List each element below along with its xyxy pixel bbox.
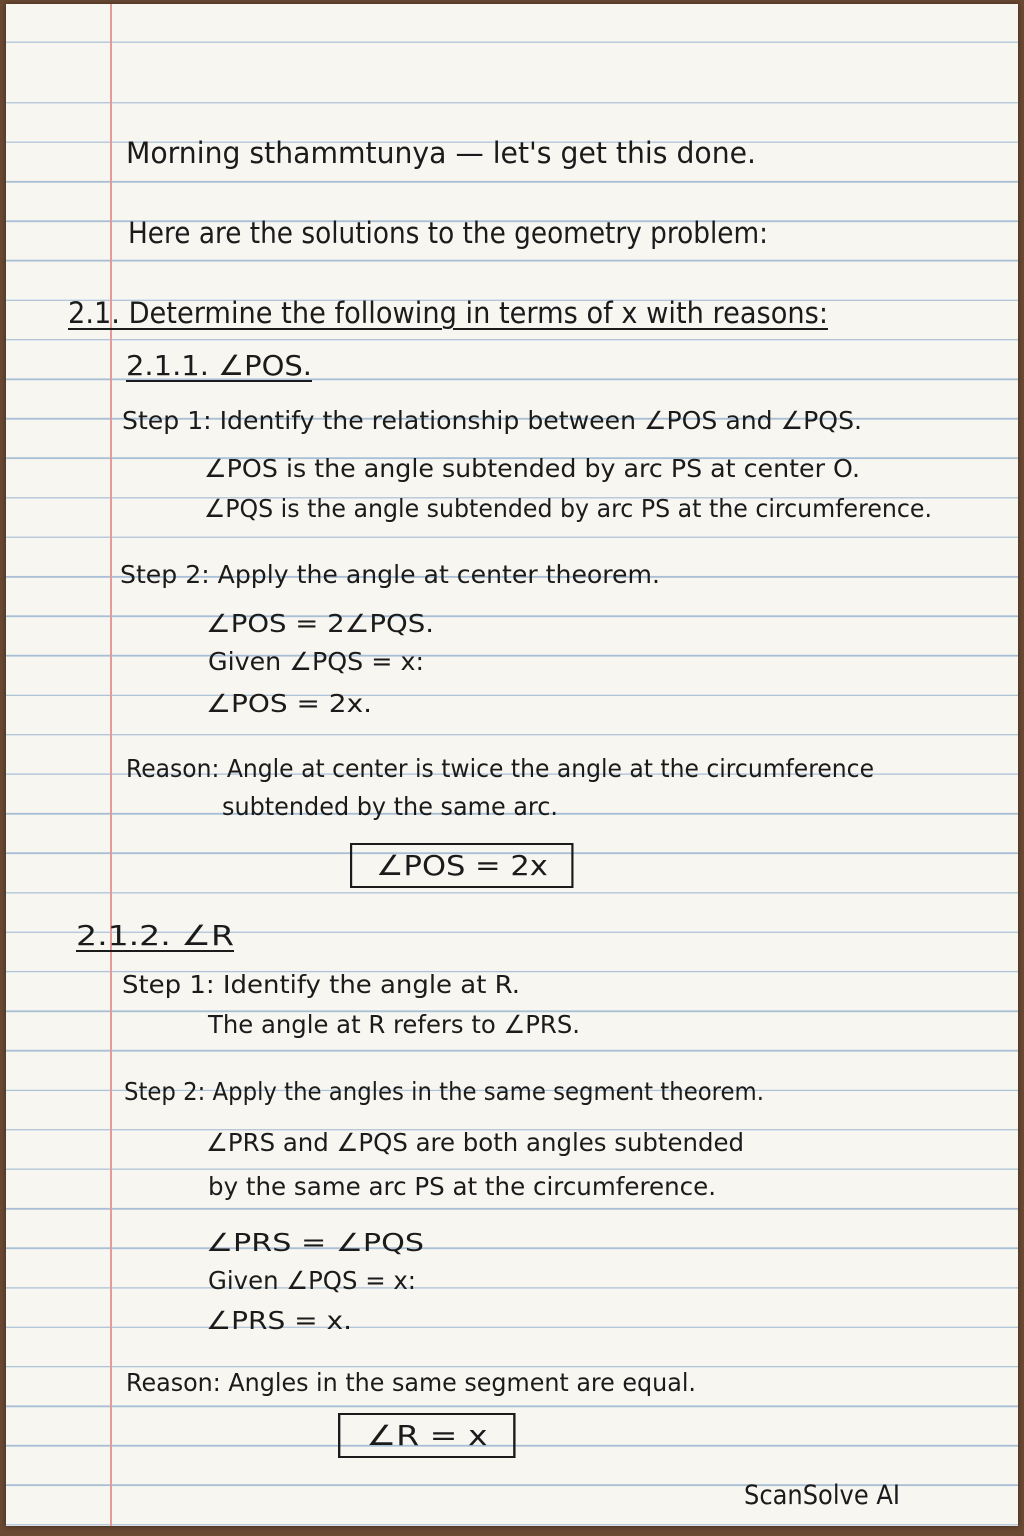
equation-line: ∠POS = 2∠PQS. [206,609,434,638]
section-heading-2-1: 2.1. Determine the following in terms of x with reasons: [68,296,828,330]
step-2-title: Step 2: Apply the angles in the same segment theorem. [124,1077,764,1106]
notebook-page [6,4,1018,1526]
step-1-title: Step 1: Identify the relationship between ∠POS and ∠PQS. [122,406,862,435]
subsection-heading-2-1-1: 2.1.1. ∠POS. [126,349,312,382]
step-2-line: ∠PRS and ∠PQS are both angles subtended [206,1128,744,1157]
reason-text: subtended by the same arc. [222,792,558,821]
reason-text: Reason: Angle at center is twice the angle at the circumference [126,754,874,783]
step-1-line: The angle at R refers to ∠PRS. [208,1010,580,1039]
step-1-line: ∠POS is the angle subtended by arc PS at center O. [204,454,860,483]
step-1-title: Step 1: Identify the angle at R. [122,970,520,999]
intro-text: Here are the solutions to the geometry problem: [128,216,768,250]
subsection-heading-2-1-2: 2.1.2. ∠R [76,919,234,952]
equation-line: ∠PRS = x. [206,1306,352,1335]
equation-line: ∠PRS = ∠PQS [206,1228,424,1257]
step-2-line: by the same arc PS at the circumference. [208,1172,716,1201]
step-2-title: Step 2: Apply the angle at center theorem. [120,560,660,589]
margin-line [110,4,112,1526]
answer-box: ∠R = x [338,1413,516,1458]
equation-line: Given ∠PQS = x: [208,1266,416,1295]
equation-line: ∠POS = 2x. [206,689,372,718]
equation-line: Given ∠PQS = x: [208,647,424,676]
reason-text: Reason: Angles in the same segment are equal. [126,1368,696,1397]
greeting: Morning sthammtunya — let's get this done. [126,136,756,170]
scansolve-brand: ScanSolve AI [744,1480,900,1511]
answer-box: ∠POS = 2x [350,843,574,888]
step-1-line: ∠PQS is the angle subtended by arc PS at the circumference. [204,494,932,523]
